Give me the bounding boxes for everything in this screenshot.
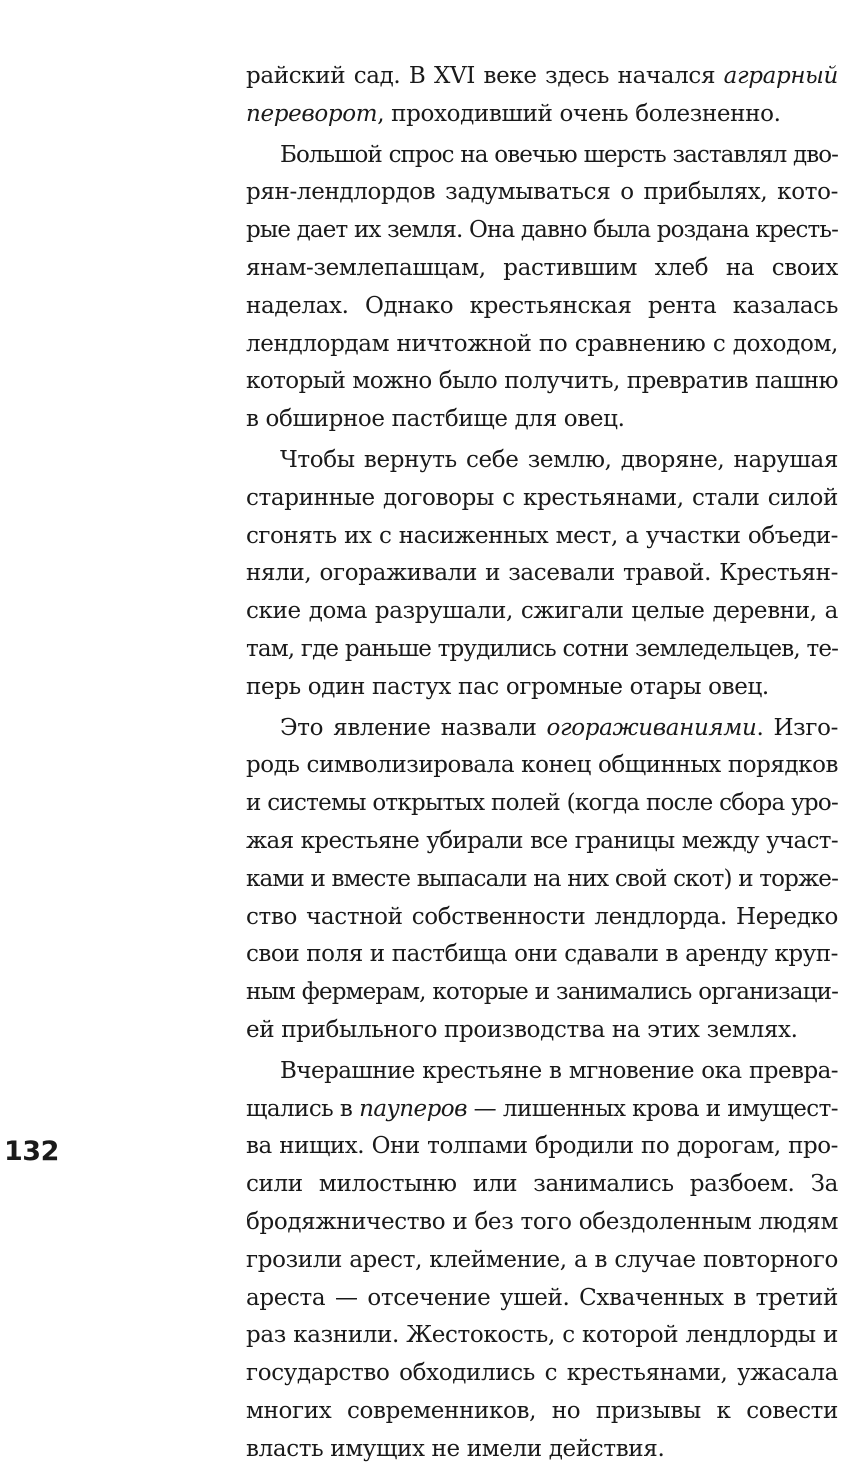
italic-term: пауперов [359,1095,467,1122]
text-line: янам-землепашцам, растившим хлеб на своих [246,254,838,281]
paragraph [246,710,838,1050]
text-line: там, где раньше трудились сотни земледельцев, те- [246,635,838,662]
text-line: власть имущих не имели действия. [246,1435,665,1462]
text-line: няли, огораживали и засевали травой. Крестьян- [246,560,838,587]
italic-term: аграрный [723,63,838,89]
text-line: грозили арест, клеймение, а в случае повторного [246,1246,838,1273]
text-line: ным фермерам, которые и занимались организаци- [246,979,838,1006]
text-line: Это явление назвали огораживаниями. Изго- [280,714,838,741]
text-line: Вчерашние крестьяне в мгновение ока превра- [280,1057,838,1084]
text-line: наделах. Однако крестьянская рента казалась [246,292,838,319]
text-line: сили милостыню или занимались разбоем. За [246,1171,838,1198]
paragraph [246,137,838,439]
text-line: ками и вместе выпасали на них свой скот) и торже- [246,865,838,892]
text-line: сгонять их с насиженных мест, а участки объеди- [246,522,838,549]
text-line: рые дает их земля. Она давно была роздана кресть- [246,217,838,244]
text-line: переворот, проходивший очень болезненно. [246,100,781,127]
text-line: Большой спрос на овечью шерсть заставлял дво- [280,141,838,168]
text-line: раз казнили. Жестокость, с которой лендлорды и [246,1322,838,1349]
text-line: щались в пауперов — лишенных крова и имущест- [246,1095,839,1122]
text-line: ство частной собственности лендлорда. Нередко [246,903,838,930]
paragraph [246,442,838,707]
text-line: ские дома разрушали, сжигали целые деревни, а [246,598,838,625]
text-line: жая крестьяне убирали все границы между участ- [246,827,838,854]
text-line: ареста — отсечение ушей. Схваченных в третий [246,1284,838,1311]
text-line: в обширное пастбище для овец. [246,406,625,433]
text-line: ей прибыльного производства на этих землях. [246,1016,798,1043]
text-line: старинные договоры с крестьянами, стали силой [246,484,838,511]
text-line: который можно было получить, превратив пашню [246,368,838,395]
text-line: свои поля и пастбища они сдавали в аренду круп- [246,941,838,968]
paragraph [246,58,838,134]
text-line: Чтобы вернуть себе землю, дворяне, нарушая [280,446,838,473]
text-line: райский сад. В XVI веке здесь начался аграрный [246,63,838,89]
text-line: многих современников, но призывы к совести [246,1397,838,1424]
italic-term: огораживаниями [546,714,757,741]
italic-term: переворот [246,100,378,127]
text-line: ва нищих. Они толпами бродили по дорогам, про- [246,1133,838,1160]
text-line: перь один пастух пас огромные отары овец. [246,673,769,700]
text-line: бродяжничество и без того обездоленным людям [246,1208,838,1235]
text-line: рян-лендлордов задумываться о прибылях, кото- [246,179,838,206]
text-line: государство обходились с крестьянами, ужасала [246,1360,838,1387]
body-text [246,58,838,1468]
paragraph [246,1053,838,1468]
text-line: родь символизировала конец общинных порядков [246,752,838,779]
page-number: 132 [4,1136,59,1167]
text-line: и системы открытых полей (когда после сбора уро- [246,790,838,817]
text-line: лендлордам ничтожной по сравнению с доходом, [246,330,838,357]
